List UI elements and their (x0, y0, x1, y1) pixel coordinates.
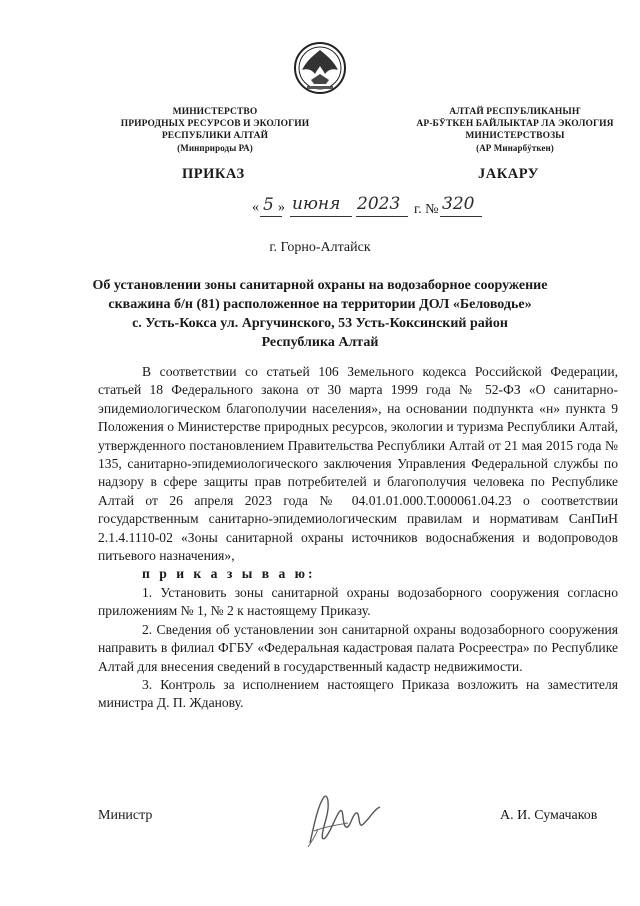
order-body (98, 363, 618, 713)
signatory-name: А. И. Сумачаков (500, 808, 598, 823)
city-line: г. Горно-Алтайск (269, 240, 371, 255)
header-line: МИНИСТЕРСТВОЗЫ (465, 131, 565, 141)
order-title-russian: ПРИКАЗ (182, 166, 245, 182)
order-date-number (252, 194, 502, 223)
order-item-2: 2. Сведения об установлении зон санитарной охраны водозаборного сооружения направить в филиал ФГБУ «Федеральная кадастровая палата Росреестра» по Республике Алтай для внесения сведений в государственный кадастр недвижимости. (98, 621, 618, 674)
header-line: ПРИРОДНЫХ РЕСУРСОВ И ЭКОЛОГИИ (120, 119, 310, 129)
header-line: РЕСПУБЛИКИ АЛТАЙ (161, 131, 269, 141)
year-underline (356, 216, 408, 217)
day-underline (260, 216, 282, 217)
header-line: МИНИСТЕРСТВО (172, 107, 258, 117)
header-line: (АР Минарбӱткен) (476, 143, 554, 153)
order-month: июня (292, 194, 341, 214)
coat-of-arms-icon (293, 40, 347, 96)
order-title-altai: JАКАРУ (478, 166, 539, 182)
header-line: АЛТАЙ РЕСПУБЛИКАНЫҤ (449, 107, 581, 117)
order-item-1: 1. Установить зоны санитарной охраны водозаборного сооружения согласно приложениям № 1, № 2 к настоящему Приказу. (98, 584, 618, 619)
month-underline (290, 216, 352, 217)
order-year: 2023 (357, 194, 401, 214)
header-line: (Минприроды РА) (177, 143, 253, 153)
subject-line: Республика Алтай (261, 335, 379, 350)
year-number-label: г. № (414, 202, 439, 217)
subject-line: скважина б/н (81) расположенное на территории ДОЛ «Беловодье» (108, 297, 532, 312)
ministry-header-russian (95, 106, 335, 154)
subject-line: с. Усть-Кокса ул. Аргучинского, 53 Усть-Коксинский район (132, 316, 508, 331)
order-number: 320 (442, 194, 475, 214)
handwritten-signature (300, 785, 390, 855)
order-subject (90, 276, 550, 352)
signatory-role: Министр (98, 808, 153, 823)
order-day: 5 (263, 195, 274, 215)
close-quote: » (278, 200, 285, 215)
header-line: АР-БӰТКЕН БАЙЛЫКТАР ЛА ЭКОЛОГИЯ (416, 119, 614, 129)
preamble-paragraph: В соответствии со статьей 106 Земельного кодекса Российской Федерации, статьей 18 Федерального закона от 30 марта 1999 года № 52-ФЗ «О санитарно-эпидемиологическом благополучии населения», на основании подпункта «н» пункта 9 Положения о Министерстве природных ресурсов, экологии и туризма Республики Алтай, утвержденного постановлением Правительства Республики Алтай от 21 мая 2015 года № 135, санитарно-эпидемиологического заключения Управления Федеральной службы по надзору в сфере защиты прав потребителей и благополучия человека по Республике Алтай от 26 апреля 2023 года № 04.01.01.000.Т.000061.04.23 о соответствии государственным санитарно-эпидемиологическим правилам и нормативам СанПиН 2.1.4.1110-02 «Зоны санитарной охраны источников водоснабжения и водопроводов питьевого назначения», (98, 364, 618, 564)
open-quote: « (252, 200, 259, 215)
order-directive: п р и к а з ы в а ю: (142, 566, 316, 582)
subject-line: Об установлении зоны санитарной охраны на водозаборное сооружение (92, 278, 548, 293)
ministry-header-altai (405, 106, 625, 154)
number-underline (440, 216, 482, 217)
order-item-3: 3. Контроль за исполнением настоящего Приказа возложить на заместителя министра Д. П. Жданову. (98, 676, 618, 711)
